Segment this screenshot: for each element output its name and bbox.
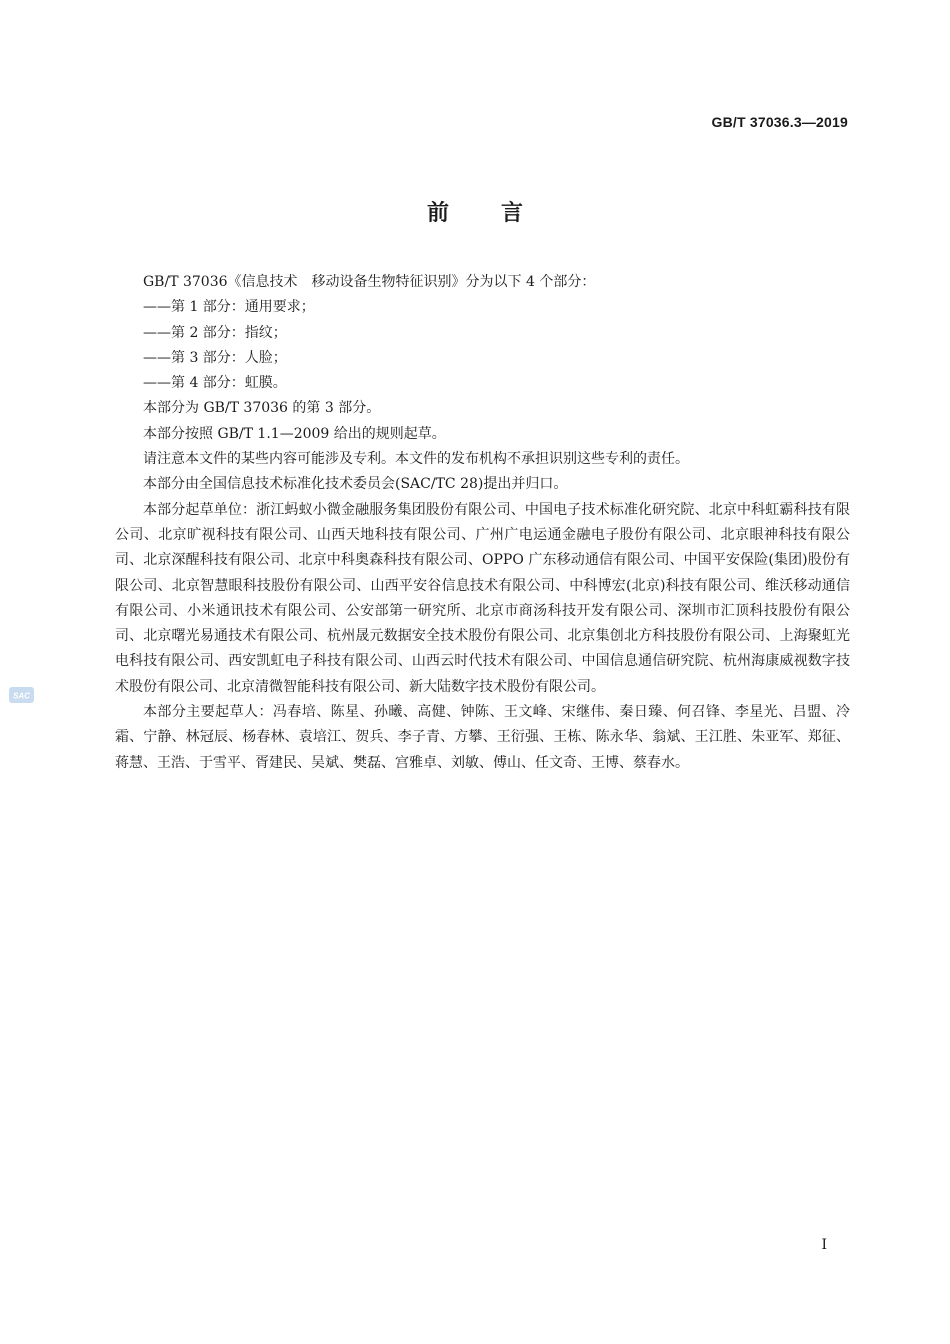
paragraph-drafters: 本部分主要起草人：冯春培、陈星、孙曦、高健、钟陈、王文峰、宋继伟、秦日臻、何召锋、李星光、吕盟、冷霜、宁静、林冠辰、杨春林、袁培江、贺兵、李子青、方攀、王衍强、王栋、陈永华、翁斌、王江胜、朱亚军、郑征、蒋慧、王浩、于雪平、胥建民、吴斌、樊磊、宫雅卓、刘敏、傅山、任文奇、王博、蔡春水。 [115,704,850,771]
page-number: I [821,1237,827,1253]
paragraph-drafting-units: 本部分起草单位：浙江蚂蚁小微金融服务集团股份有限公司、中国电子技术标准化研究院、北京中科虹霸科技有限公司、北京旷视科技有限公司、山西天地科技有限公司、广州广电运通金融电子股份有限公司、北京眼神科技有限公司、北京深醒科技有限公司、北京中科奥森科技有限公司、OPPO 广东移动通信有限公司、中国平安保险(集团)股份有限公司、北京智慧眼科技股份有限公司、山西平安谷信息技术有限公司、中科博宏(北京)科技有限公司、维沃移动通信有限公司、小米通讯技术有限公司、公安部第一研究所、北京市商汤科技开发有限公司、深圳市汇顶科技股份有限公司、北京曙光易通技术有限公司、杭州晟元数据安全技术股份有限公司、北京集创北方科技股份有限公司、上海聚虹光电科技有限公司、西安凯虹电子科技有限公司、山西云时代技术有限公司、中国信息通信研究院、杭州海康威视数字技术股份有限公司、北京清微智能科技有限公司、新大陆数字技术股份有限公司。 [115,501,850,695]
svg-text:SAC: SAC [13,691,30,701]
list-item-part-4: ——第 4 部分：虹膜。 [143,375,287,392]
foreword-body [115,270,850,776]
list-item-part-3: ——第 3 部分：人脸； [143,349,287,366]
list-item-part-2: ——第 2 部分：指纹； [143,324,287,341]
paragraph-drafting-rules: 本部分按照 GB/T 1.1—2009 给出的规则起草。 [143,425,446,442]
sac-logo-icon [8,684,35,706]
page-title [0,196,950,227]
list-item-part-1: ——第 1 部分：通用要求； [143,299,315,316]
paragraph-patent-notice: 请注意本文件的某些内容可能涉及专利。本文件的发布机构不承担识别这些专利的责任。 [143,451,689,468]
page-title-right: 言 [501,201,524,226]
paragraph-scope: 本部分为 GB/T 37036 的第 3 部分。 [143,400,381,417]
standard-code: GB/T 37036.3—2019 [711,114,848,130]
paragraph-intro: GB/T 37036《信息技术 移动设备生物特征识别》分为以下 4 个部分： [143,274,596,290]
paragraph-proposer: 本部分由全国信息技术标准化技术委员会(SAC/TC 28)提出并归口。 [143,476,568,493]
page-title-left: 前 [426,201,449,226]
